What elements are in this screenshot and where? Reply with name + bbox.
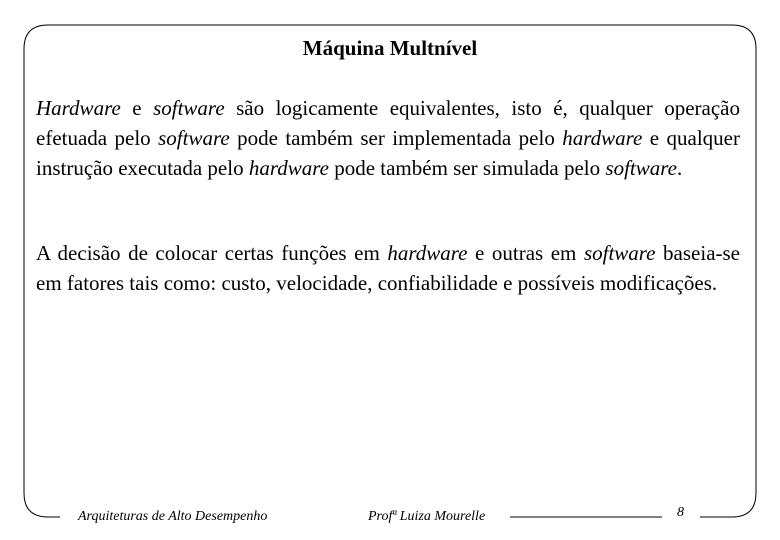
segment: são logicamente equivalentes, isto é, qualquer operação efetuada pelo [36, 96, 741, 150]
segment: e qualquer instrução executada pelo [36, 126, 740, 180]
segment: pode também ser simulada pelo [328, 156, 606, 180]
segment: software [605, 156, 677, 180]
page-number: 8 [677, 505, 684, 520]
segment: software [158, 126, 230, 150]
segment: e outras em [467, 241, 584, 265]
footer-course: Arquiteturas de Alto Desempenho [78, 509, 268, 524]
paragraph-equivalence [36, 93, 740, 183]
slide-title: Máquina Multnível [302, 36, 478, 60]
segment: Hardware [36, 96, 121, 120]
segment: software [583, 241, 656, 265]
segment: pode também ser implementada pelo [229, 126, 563, 150]
segment: hardware [387, 241, 468, 265]
segment: e [120, 96, 154, 120]
paragraph-decision [36, 238, 740, 298]
segment: baseia-se em fatores tais como: custo, velocidade, confiabilidade e possíveis modificações. [36, 241, 740, 295]
segment: A decisão de colocar certas funções em [36, 241, 388, 265]
segment: . [676, 156, 683, 180]
segment: hardware [248, 156, 329, 180]
segment: hardware [562, 126, 643, 150]
footer-author: Profª Luiza Mourelle [368, 509, 486, 524]
segment: software [153, 96, 225, 120]
